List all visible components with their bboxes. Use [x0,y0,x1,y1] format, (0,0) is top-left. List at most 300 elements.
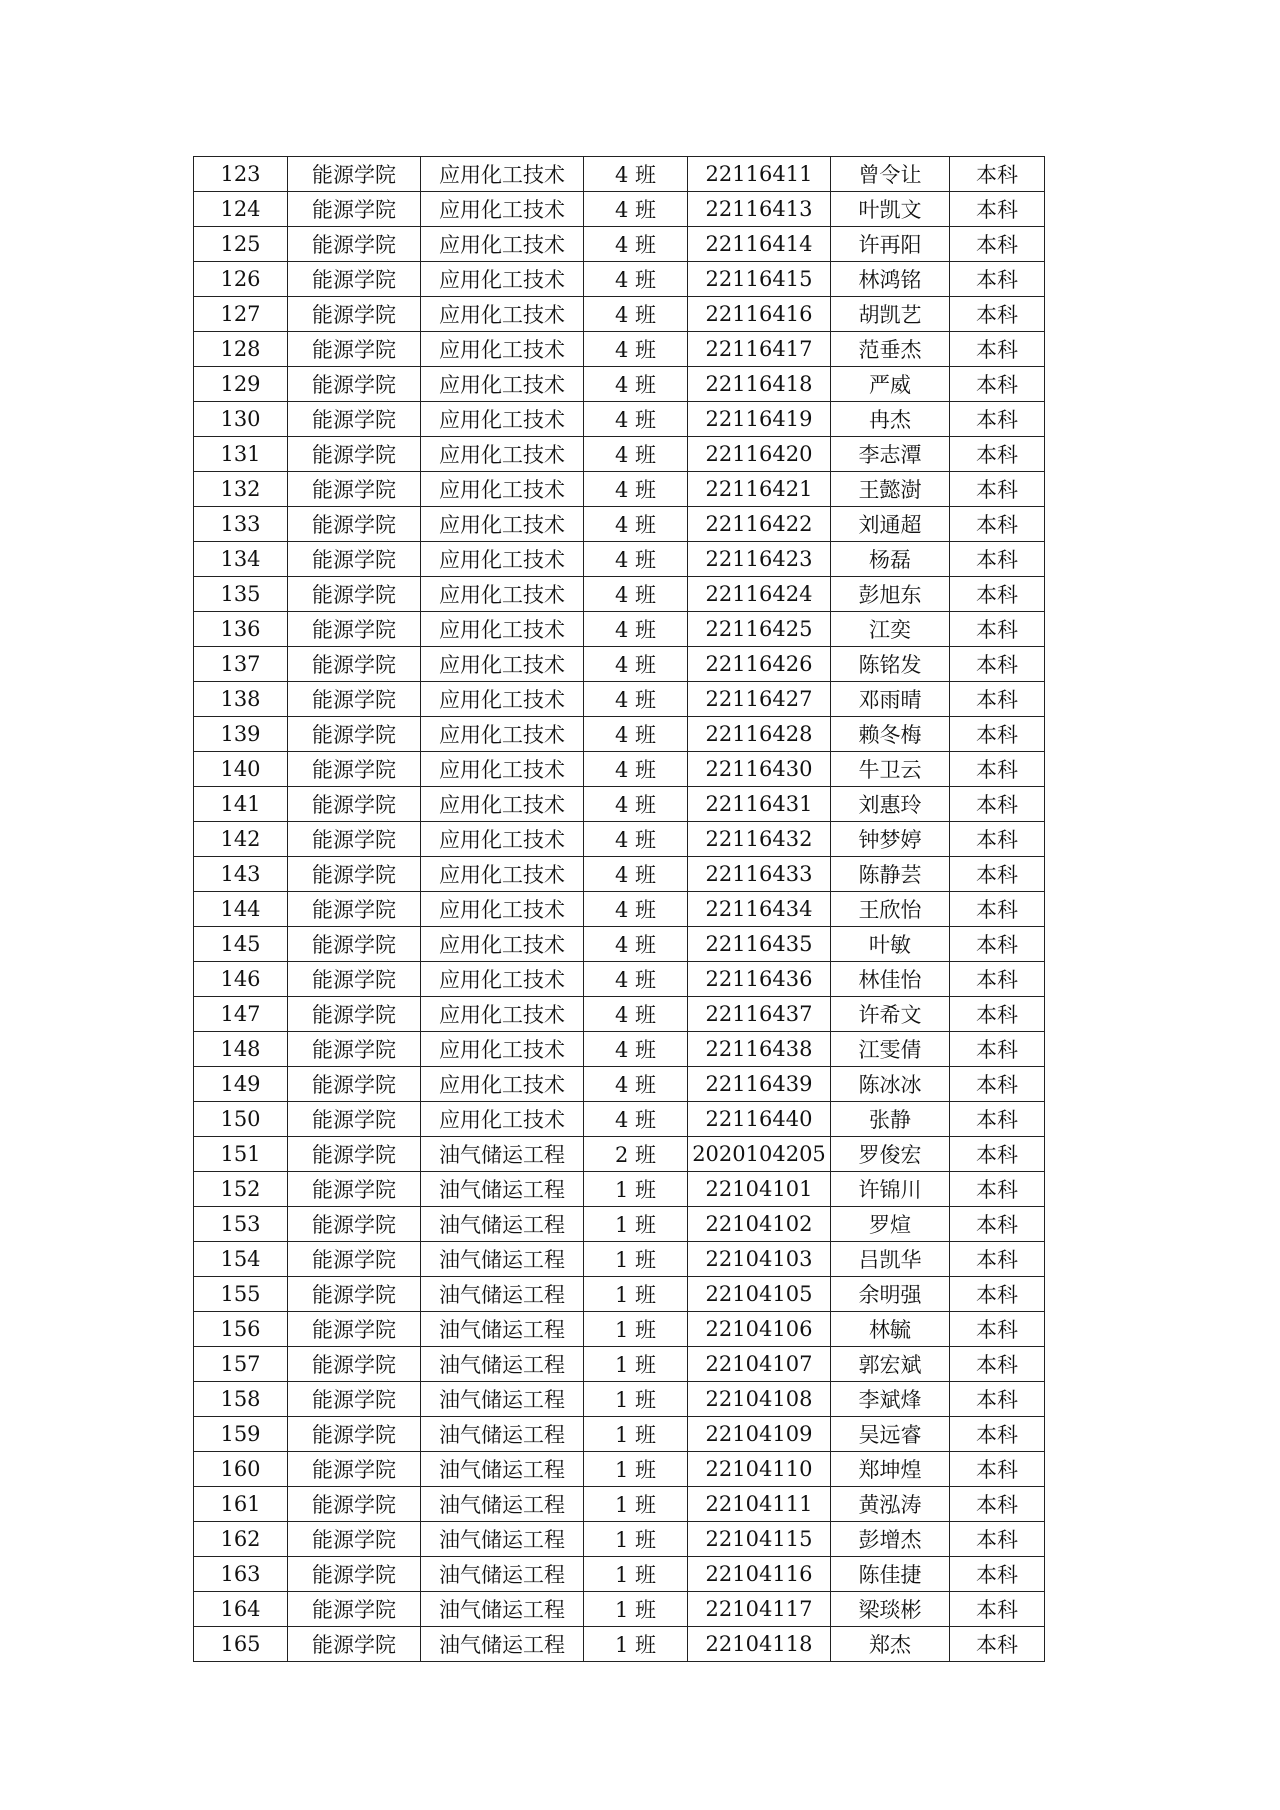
table-row [194,437,1045,472]
class-cell: 4 班 [584,857,688,892]
degree-level-cell: 本科 [950,1417,1045,1452]
row-number-cell: 132 [194,472,288,507]
class-cell: 4 班 [584,402,688,437]
degree-level-cell: 本科 [950,717,1045,752]
student-id-cell: 22116431 [688,787,831,822]
table-row [194,1032,1045,1067]
college-cell: 能源学院 [288,717,421,752]
row-number-cell: 134 [194,542,288,577]
degree-level-cell: 本科 [950,1207,1045,1242]
student-id-cell: 22104117 [688,1592,831,1627]
college-cell: 能源学院 [288,1557,421,1592]
degree-level-cell: 本科 [950,1557,1045,1592]
class-cell: 1 班 [584,1277,688,1312]
major-cell: 应用化工技术 [421,227,584,262]
class-cell: 1 班 [584,1557,688,1592]
degree-level-cell: 本科 [950,822,1045,857]
row-number-cell: 136 [194,612,288,647]
class-cell: 4 班 [584,297,688,332]
degree-level-cell: 本科 [950,402,1045,437]
college-cell: 能源学院 [288,157,421,192]
class-cell: 1 班 [584,1452,688,1487]
table-row [194,402,1045,437]
major-cell: 油气储运工程 [421,1277,584,1312]
degree-level-cell: 本科 [950,1382,1045,1417]
table-row [194,1382,1045,1417]
major-cell: 应用化工技术 [421,822,584,857]
row-number-cell: 128 [194,332,288,367]
student-name-cell: 彭旭东 [831,577,950,612]
student-id-cell: 22116420 [688,437,831,472]
class-cell: 1 班 [584,1417,688,1452]
table-row [194,997,1045,1032]
table-row [194,962,1045,997]
major-cell: 应用化工技术 [421,927,584,962]
row-number-cell: 143 [194,857,288,892]
college-cell: 能源学院 [288,297,421,332]
row-number-cell: 124 [194,192,288,227]
degree-level-cell: 本科 [950,752,1045,787]
degree-level-cell: 本科 [950,682,1045,717]
college-cell: 能源学院 [288,857,421,892]
major-cell: 油气储运工程 [421,1522,584,1557]
major-cell: 应用化工技术 [421,1102,584,1137]
major-cell: 油气储运工程 [421,1312,584,1347]
row-number-cell: 159 [194,1417,288,1452]
degree-level-cell: 本科 [950,1277,1045,1312]
student-name-cell: 郭宏斌 [831,1347,950,1382]
row-number-cell: 145 [194,927,288,962]
major-cell: 油气储运工程 [421,1557,584,1592]
class-cell: 1 班 [584,1522,688,1557]
row-number-cell: 137 [194,647,288,682]
degree-level-cell: 本科 [950,192,1045,227]
student-id-cell: 22116433 [688,857,831,892]
student-name-cell: 吴远睿 [831,1417,950,1452]
student-name-cell: 冉杰 [831,402,950,437]
row-number-cell: 156 [194,1312,288,1347]
student-name-cell: 范垂杰 [831,332,950,367]
student-id-cell: 2020104205 [688,1137,831,1172]
table-row [194,752,1045,787]
row-number-cell: 140 [194,752,288,787]
major-cell: 应用化工技术 [421,717,584,752]
college-cell: 能源学院 [288,787,421,822]
student-name-cell: 陈铭发 [831,647,950,682]
row-number-cell: 146 [194,962,288,997]
student-name-cell: 李志潭 [831,437,950,472]
degree-level-cell: 本科 [950,157,1045,192]
college-cell: 能源学院 [288,472,421,507]
row-number-cell: 135 [194,577,288,612]
student-name-cell: 许锦川 [831,1172,950,1207]
class-cell: 4 班 [584,227,688,262]
table-row [194,507,1045,542]
row-number-cell: 164 [194,1592,288,1627]
major-cell: 应用化工技术 [421,892,584,927]
class-cell: 1 班 [584,1487,688,1522]
student-id-cell: 22116416 [688,297,831,332]
student-id-cell: 22116421 [688,472,831,507]
row-number-cell: 157 [194,1347,288,1382]
major-cell: 应用化工技术 [421,997,584,1032]
major-cell: 油气储运工程 [421,1487,584,1522]
major-cell: 油气储运工程 [421,1627,584,1662]
student-id-cell: 22104105 [688,1277,831,1312]
row-number-cell: 127 [194,297,288,332]
college-cell: 能源学院 [288,402,421,437]
student-id-cell: 22116414 [688,227,831,262]
major-cell: 油气储运工程 [421,1137,584,1172]
degree-level-cell: 本科 [950,892,1045,927]
class-cell: 1 班 [584,1592,688,1627]
class-cell: 4 班 [584,682,688,717]
student-name-cell: 陈静芸 [831,857,950,892]
student-id-cell: 22116422 [688,507,831,542]
row-number-cell: 150 [194,1102,288,1137]
major-cell: 应用化工技术 [421,647,584,682]
row-number-cell: 142 [194,822,288,857]
degree-level-cell: 本科 [950,1242,1045,1277]
student-id-cell: 22116423 [688,542,831,577]
student-id-cell: 22116425 [688,612,831,647]
student-name-cell: 王懿澍 [831,472,950,507]
table-row [194,1627,1045,1662]
major-cell: 油气储运工程 [421,1242,584,1277]
college-cell: 能源学院 [288,1172,421,1207]
student-name-cell: 林毓 [831,1312,950,1347]
table-row [194,647,1045,682]
major-cell: 应用化工技术 [421,857,584,892]
college-cell: 能源学院 [288,1137,421,1172]
row-number-cell: 141 [194,787,288,822]
degree-level-cell: 本科 [950,997,1045,1032]
table-row [194,857,1045,892]
class-cell: 4 班 [584,157,688,192]
class-cell: 4 班 [584,437,688,472]
student-id-cell: 22104115 [688,1522,831,1557]
college-cell: 能源学院 [288,1277,421,1312]
college-cell: 能源学院 [288,1207,421,1242]
table-row [194,367,1045,402]
major-cell: 应用化工技术 [421,1067,584,1102]
row-number-cell: 147 [194,997,288,1032]
degree-level-cell: 本科 [950,262,1045,297]
college-cell: 能源学院 [288,1067,421,1102]
college-cell: 能源学院 [288,262,421,297]
student-name-cell: 江奕 [831,612,950,647]
class-cell: 4 班 [584,472,688,507]
degree-level-cell: 本科 [950,472,1045,507]
table-row [194,892,1045,927]
class-cell: 4 班 [584,577,688,612]
table-row [194,682,1045,717]
college-cell: 能源学院 [288,682,421,717]
major-cell: 应用化工技术 [421,752,584,787]
student-id-cell: 22104107 [688,1347,831,1382]
class-cell: 4 班 [584,542,688,577]
degree-level-cell: 本科 [950,507,1045,542]
class-cell: 4 班 [584,1102,688,1137]
student-id-cell: 22116419 [688,402,831,437]
table-row [194,612,1045,647]
class-cell: 4 班 [584,262,688,297]
student-id-cell: 22104116 [688,1557,831,1592]
table-row [194,1487,1045,1522]
table-body [194,157,1045,1662]
class-cell: 1 班 [584,1347,688,1382]
degree-level-cell: 本科 [950,1487,1045,1522]
degree-level-cell: 本科 [950,437,1045,472]
row-number-cell: 131 [194,437,288,472]
student-id-cell: 22104109 [688,1417,831,1452]
major-cell: 油气储运工程 [421,1207,584,1242]
student-name-cell: 张静 [831,1102,950,1137]
student-list-table [193,156,1045,1662]
student-name-cell: 赖冬梅 [831,717,950,752]
student-name-cell: 刘通超 [831,507,950,542]
row-number-cell: 161 [194,1487,288,1522]
row-number-cell: 152 [194,1172,288,1207]
class-cell: 1 班 [584,1172,688,1207]
row-number-cell: 155 [194,1277,288,1312]
college-cell: 能源学院 [288,437,421,472]
row-number-cell: 154 [194,1242,288,1277]
major-cell: 油气储运工程 [421,1417,584,1452]
major-cell: 应用化工技术 [421,437,584,472]
student-id-cell: 22116411 [688,157,831,192]
row-number-cell: 149 [194,1067,288,1102]
major-cell: 油气储运工程 [421,1452,584,1487]
student-name-cell: 杨磊 [831,542,950,577]
college-cell: 能源学院 [288,507,421,542]
degree-level-cell: 本科 [950,962,1045,997]
college-cell: 能源学院 [288,577,421,612]
student-id-cell: 22116426 [688,647,831,682]
degree-level-cell: 本科 [950,1592,1045,1627]
class-cell: 4 班 [584,507,688,542]
class-cell: 4 班 [584,647,688,682]
college-cell: 能源学院 [288,927,421,962]
major-cell: 应用化工技术 [421,962,584,997]
college-cell: 能源学院 [288,612,421,647]
college-cell: 能源学院 [288,227,421,262]
table-row [194,1417,1045,1452]
class-cell: 1 班 [584,1312,688,1347]
major-cell: 油气储运工程 [421,1382,584,1417]
college-cell: 能源学院 [288,892,421,927]
degree-level-cell: 本科 [950,577,1045,612]
student-id-cell: 22104102 [688,1207,831,1242]
major-cell: 应用化工技术 [421,402,584,437]
class-cell: 2 班 [584,1137,688,1172]
table-row [194,1102,1045,1137]
row-number-cell: 144 [194,892,288,927]
row-number-cell: 160 [194,1452,288,1487]
student-name-cell: 江雯倩 [831,1032,950,1067]
table-row [194,1277,1045,1312]
class-cell: 4 班 [584,1032,688,1067]
table-row [194,472,1045,507]
degree-level-cell: 本科 [950,647,1045,682]
row-number-cell: 129 [194,367,288,402]
class-cell: 4 班 [584,717,688,752]
student-name-cell: 刘惠玲 [831,787,950,822]
student-id-cell: 22116427 [688,682,831,717]
table-row [194,192,1045,227]
college-cell: 能源学院 [288,752,421,787]
table-row [194,927,1045,962]
degree-level-cell: 本科 [950,1452,1045,1487]
college-cell: 能源学院 [288,1242,421,1277]
student-id-cell: 22116415 [688,262,831,297]
degree-level-cell: 本科 [950,297,1045,332]
major-cell: 应用化工技术 [421,787,584,822]
student-name-cell: 陈佳捷 [831,1557,950,1592]
major-cell: 应用化工技术 [421,297,584,332]
table-row [194,1312,1045,1347]
row-number-cell: 162 [194,1522,288,1557]
major-cell: 油气储运工程 [421,1347,584,1382]
class-cell: 4 班 [584,612,688,647]
degree-level-cell: 本科 [950,1032,1045,1067]
table-row [194,1137,1045,1172]
student-id-cell: 22104103 [688,1242,831,1277]
college-cell: 能源学院 [288,1347,421,1382]
major-cell: 应用化工技术 [421,262,584,297]
student-name-cell: 郑杰 [831,1627,950,1662]
student-name-cell: 黄泓涛 [831,1487,950,1522]
class-cell: 4 班 [584,367,688,402]
table-row [194,1557,1045,1592]
student-id-cell: 22104101 [688,1172,831,1207]
degree-level-cell: 本科 [950,1137,1045,1172]
degree-level-cell: 本科 [950,367,1045,402]
major-cell: 应用化工技术 [421,577,584,612]
student-id-cell: 22104110 [688,1452,831,1487]
major-cell: 油气储运工程 [421,1172,584,1207]
student-id-cell: 22116428 [688,717,831,752]
table-row [194,1172,1045,1207]
class-cell: 4 班 [584,1067,688,1102]
student-name-cell: 陈冰冰 [831,1067,950,1102]
class-cell: 4 班 [584,892,688,927]
degree-level-cell: 本科 [950,1172,1045,1207]
major-cell: 应用化工技术 [421,1032,584,1067]
degree-level-cell: 本科 [950,542,1045,577]
student-id-cell: 22116417 [688,332,831,367]
student-name-cell: 严威 [831,367,950,402]
class-cell: 4 班 [584,962,688,997]
student-name-cell: 罗煊 [831,1207,950,1242]
student-id-cell: 22116432 [688,822,831,857]
table-row [194,297,1045,332]
student-id-cell: 22116418 [688,367,831,402]
row-number-cell: 151 [194,1137,288,1172]
row-number-cell: 158 [194,1382,288,1417]
table-row [194,542,1045,577]
major-cell: 应用化工技术 [421,612,584,647]
table-row [194,332,1045,367]
degree-level-cell: 本科 [950,332,1045,367]
student-name-cell: 余明强 [831,1277,950,1312]
row-number-cell: 123 [194,157,288,192]
degree-level-cell: 本科 [950,1312,1045,1347]
major-cell: 应用化工技术 [421,367,584,402]
student-id-cell: 22104111 [688,1487,831,1522]
college-cell: 能源学院 [288,1312,421,1347]
student-name-cell: 叶敏 [831,927,950,962]
college-cell: 能源学院 [288,192,421,227]
table-row [194,1207,1045,1242]
table-row [194,227,1045,262]
college-cell: 能源学院 [288,822,421,857]
major-cell: 应用化工技术 [421,332,584,367]
table-row [194,1347,1045,1382]
table-row [194,717,1045,752]
student-id-cell: 22104106 [688,1312,831,1347]
college-cell: 能源学院 [288,332,421,367]
class-cell: 1 班 [584,1382,688,1417]
student-id-cell: 22116435 [688,927,831,962]
row-number-cell: 163 [194,1557,288,1592]
college-cell: 能源学院 [288,1417,421,1452]
student-name-cell: 许希文 [831,997,950,1032]
student-name-cell: 吕凯华 [831,1242,950,1277]
row-number-cell: 125 [194,227,288,262]
degree-level-cell: 本科 [950,857,1045,892]
row-number-cell: 130 [194,402,288,437]
student-id-cell: 22116436 [688,962,831,997]
row-number-cell: 126 [194,262,288,297]
college-cell: 能源学院 [288,542,421,577]
student-id-cell: 22104108 [688,1382,831,1417]
degree-level-cell: 本科 [950,1347,1045,1382]
student-id-cell: 22116430 [688,752,831,787]
student-name-cell: 林鸿铭 [831,262,950,297]
college-cell: 能源学院 [288,1452,421,1487]
table-row [194,1592,1045,1627]
class-cell: 4 班 [584,192,688,227]
major-cell: 应用化工技术 [421,682,584,717]
major-cell: 应用化工技术 [421,507,584,542]
degree-level-cell: 本科 [950,612,1045,647]
table-row [194,822,1045,857]
degree-level-cell: 本科 [950,1627,1045,1662]
class-cell: 4 班 [584,822,688,857]
student-name-cell: 郑坤煌 [831,1452,950,1487]
college-cell: 能源学院 [288,1382,421,1417]
college-cell: 能源学院 [288,962,421,997]
college-cell: 能源学院 [288,1102,421,1137]
table-row [194,1067,1045,1102]
student-name-cell: 牛卫云 [831,752,950,787]
student-id-cell: 22116438 [688,1032,831,1067]
class-cell: 1 班 [584,1627,688,1662]
row-number-cell: 165 [194,1627,288,1662]
college-cell: 能源学院 [288,1487,421,1522]
student-name-cell: 钟梦婷 [831,822,950,857]
student-name-cell: 林佳怡 [831,962,950,997]
college-cell: 能源学院 [288,367,421,402]
degree-level-cell: 本科 [950,1522,1045,1557]
major-cell: 应用化工技术 [421,157,584,192]
degree-level-cell: 本科 [950,787,1045,822]
major-cell: 应用化工技术 [421,472,584,507]
table-row [194,1242,1045,1277]
row-number-cell: 148 [194,1032,288,1067]
class-cell: 4 班 [584,787,688,822]
